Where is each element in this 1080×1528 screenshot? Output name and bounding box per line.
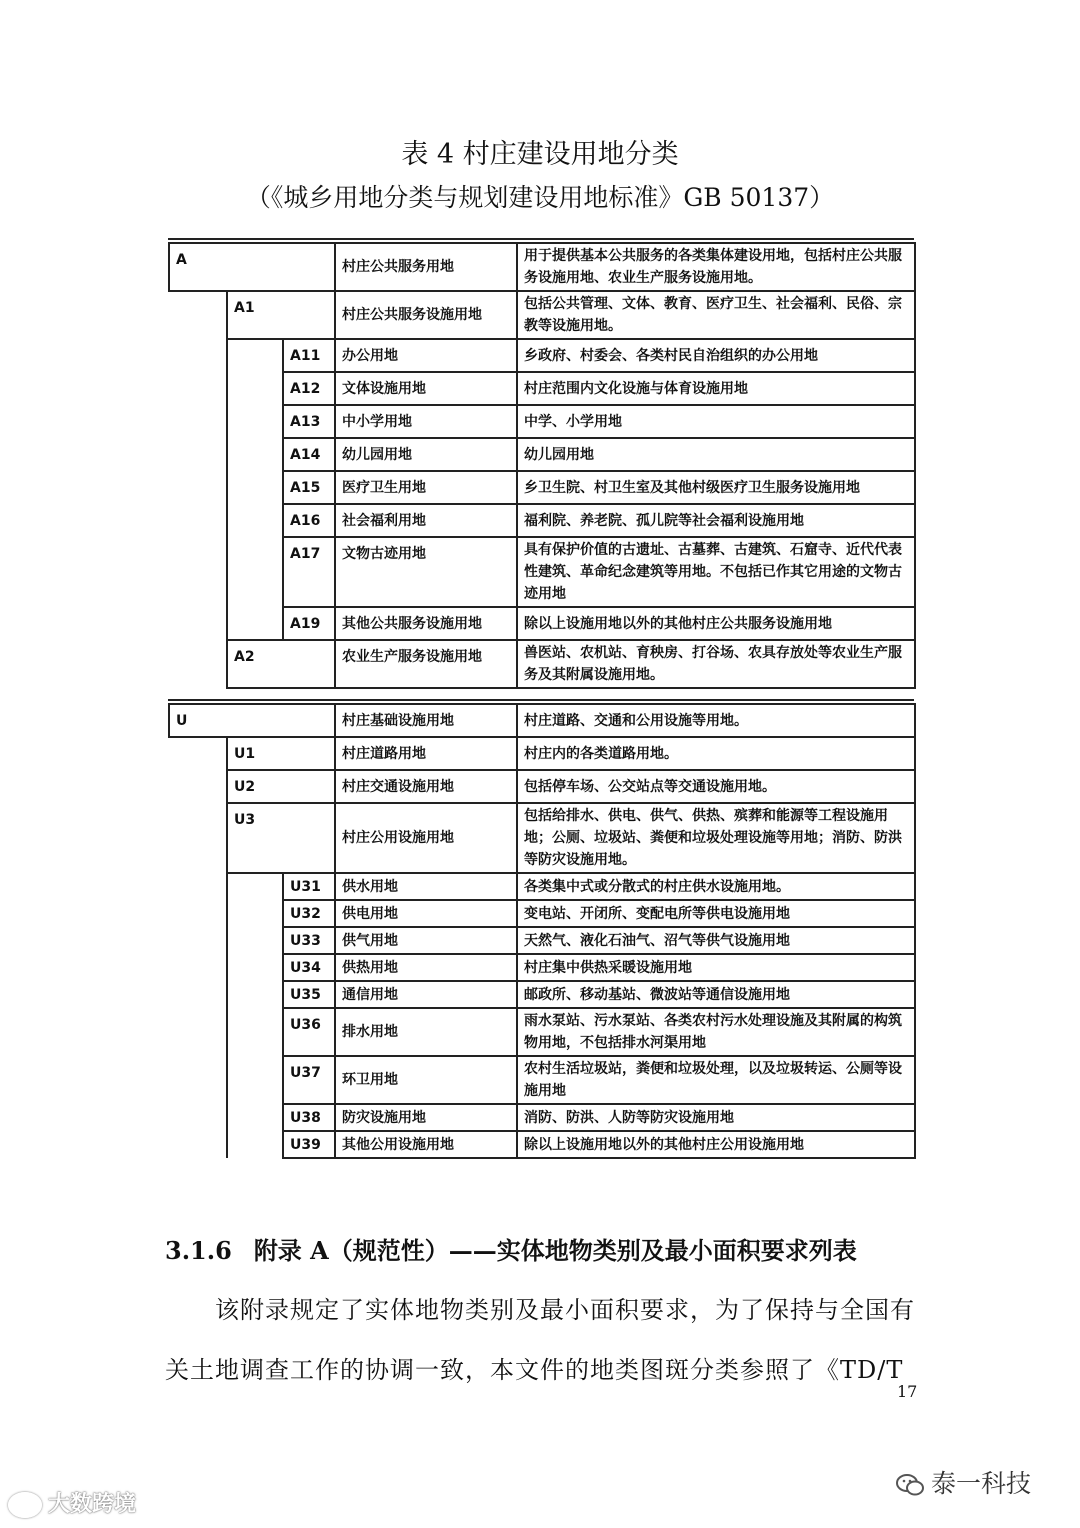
- table-row: [169, 770, 915, 803]
- name-cell: 村庄道路用地: [335, 737, 517, 770]
- name-cell: 村庄基础设施用地: [335, 704, 517, 737]
- code-cell: U39: [283, 1131, 335, 1158]
- code-cell: U38: [283, 1104, 335, 1131]
- name-cell: 幼儿园用地: [335, 438, 517, 471]
- code-cell: A14: [283, 438, 335, 471]
- table-row: [169, 873, 915, 900]
- watermark-right-text: 泰一科技: [931, 1469, 1032, 1498]
- code-cell: A: [169, 243, 335, 291]
- name-cell: 其他公共服务设施用地: [335, 607, 517, 640]
- code-cell: A11: [283, 339, 335, 372]
- name-cell: 环卫用地: [335, 1056, 517, 1104]
- table-row: [169, 737, 915, 770]
- code-cell: U34: [283, 954, 335, 981]
- desc-cell: 福利院、养老院、孤儿院等社会福利设施用地: [517, 504, 915, 537]
- table-row: [169, 243, 915, 291]
- table-row: [169, 704, 915, 737]
- desc-cell: 包括公共管理、文体、教育、医疗卫生、社会福利、民俗、宗教等设施用地。: [517, 291, 915, 339]
- desc-cell: 包括给排水、供电、供气、供热、殡葬和能源等工程设施用地；公厕、垃圾站、粪便和垃圾处理设施等用地；消防、防洪等防灾设施用地。: [517, 803, 915, 873]
- desc-cell: 雨水泵站、污水泵站、各类农村污水处理设施及其附属的构筑物用地，不包括排水河渠用地: [517, 1008, 915, 1056]
- desc-cell: 除以上设施用地以外的其他村庄公共服务设施用地: [517, 607, 915, 640]
- table-u: [168, 703, 916, 1159]
- name-cell: 文体设施用地: [335, 372, 517, 405]
- desc-cell: 邮政所、移动基站、微波站等通信设施用地: [517, 981, 915, 1008]
- desc-cell: 中学、小学用地: [517, 405, 915, 438]
- code-cell: U1: [227, 737, 335, 770]
- name-cell: 供热用地: [335, 954, 517, 981]
- code-cell: A2: [227, 640, 335, 688]
- code-cell: U2: [227, 770, 335, 803]
- section-title: 附录 A（规范性）——实体地物类别及最小面积要求列表: [253, 1236, 857, 1265]
- code-cell: A17: [283, 537, 335, 607]
- name-cell: 供气用地: [335, 927, 517, 954]
- name-cell: 供水用地: [335, 873, 517, 900]
- code-cell: A16: [283, 504, 335, 537]
- table-title: 表 4 村庄建设用地分类: [401, 139, 679, 170]
- desc-cell: 包括停车场、公交站点等交通设施用地。: [517, 770, 915, 803]
- desc-cell: 各类集中式或分散式的村庄供水设施用地。: [517, 873, 915, 900]
- table-row: [169, 291, 915, 339]
- paragraph-line-2: 关土地调查工作的协调一致，本文件的地类图斑分类参照了《TD/T: [165, 1356, 904, 1384]
- name-cell: 社会福利用地: [335, 504, 517, 537]
- name-cell: 办公用地: [335, 339, 517, 372]
- name-cell: 医疗卫生用地: [335, 471, 517, 504]
- desc-cell: 村庄集中供热采暖设施用地: [517, 954, 915, 981]
- table-row: [169, 339, 915, 372]
- code-cell: U37: [283, 1056, 335, 1104]
- section-heading: [165, 1231, 857, 1266]
- name-cell: 通信用地: [335, 981, 517, 1008]
- table-subtitle: （《城乡用地分类与规划建设用地标准》GB 50137）: [245, 183, 835, 212]
- name-cell: 文物古迹用地: [335, 537, 517, 607]
- code-cell: A15: [283, 471, 335, 504]
- code-cell: U32: [283, 900, 335, 927]
- desc-cell: 除以上设施用地以外的其他村庄公用设施用地: [517, 1131, 915, 1158]
- desc-cell: 村庄范围内文化设施与体育设施用地: [517, 372, 915, 405]
- watermark-right: [895, 1464, 1031, 1500]
- name-cell: 供电用地: [335, 900, 517, 927]
- name-cell: 中小学用地: [335, 405, 517, 438]
- code-cell: U31: [283, 873, 335, 900]
- name-cell: 农业生产服务设施用地: [335, 640, 517, 688]
- page-number: 17: [897, 1382, 918, 1401]
- desc-cell: 用于提供基本公共服务的各类集体建设用地，包括村庄公共服务设施用地、农业生产服务设施用地。: [517, 243, 915, 291]
- code-cell: U35: [283, 981, 335, 1008]
- name-cell: 其他公用设施用地: [335, 1131, 517, 1158]
- desc-cell: 农村生活垃圾站，粪便和垃圾处理，以及垃圾转运、公厕等设施用地: [517, 1056, 915, 1104]
- name-cell: 村庄公共服务用地: [335, 243, 517, 291]
- name-cell: 村庄公用设施用地: [335, 803, 517, 873]
- name-cell: 防灾设施用地: [335, 1104, 517, 1131]
- watermark-logo-icon: [8, 1492, 42, 1518]
- desc-cell: 村庄内的各类道路用地。: [517, 737, 915, 770]
- table-row: [169, 640, 915, 688]
- name-cell: 村庄交通设施用地: [335, 770, 517, 803]
- desc-cell: 兽医站、农机站、育秧房、打谷场、农具存放处等农业生产服务及其附属设施用地。: [517, 640, 915, 688]
- code-cell: A1: [227, 291, 335, 339]
- desc-cell: 天然气、液化石油气、沼气等供气设施用地: [517, 927, 915, 954]
- code-cell: U33: [283, 927, 335, 954]
- code-cell: U: [169, 704, 335, 737]
- table-row: [169, 803, 915, 873]
- desc-cell: 变电站、开闭所、变配电所等供电设施用地: [517, 900, 915, 927]
- wechat-icon: [895, 1472, 925, 1498]
- code-cell: U36: [283, 1008, 335, 1056]
- code-cell: A12: [283, 372, 335, 405]
- desc-cell: 消防、防洪、人防等防灾设施用地: [517, 1104, 915, 1131]
- code-cell: A13: [283, 405, 335, 438]
- watermark-left-text: 大数跨境: [48, 1492, 137, 1517]
- name-cell: 排水用地: [335, 1008, 517, 1056]
- desc-cell: 具有保护价值的古遗址、古墓葬、古建筑、石窟寺、近代代表性建筑、革命纪念建筑等用地。不包括已作其它用途的文物古迹用地: [517, 537, 915, 607]
- desc-cell: 乡政府、村委会、各类村民自治组织的办公用地: [517, 339, 915, 372]
- name-cell: 村庄公共服务设施用地: [335, 291, 517, 339]
- desc-cell: 乡卫生院、村卫生室及其他村级医疗卫生服务设施用地: [517, 471, 915, 504]
- section-number: 3.1.6: [165, 1236, 232, 1265]
- desc-cell: 村庄道路、交通和公用设施等用地。: [517, 704, 915, 737]
- code-cell: U3: [227, 803, 335, 873]
- desc-cell: 幼儿园用地: [517, 438, 915, 471]
- watermark-left: [8, 1487, 136, 1518]
- paragraph-line-1: 该附录规定了实体地物类别及最小面积要求，为了保持与全国有: [215, 1296, 915, 1324]
- table-a: [168, 242, 916, 689]
- code-cell: A19: [283, 607, 335, 640]
